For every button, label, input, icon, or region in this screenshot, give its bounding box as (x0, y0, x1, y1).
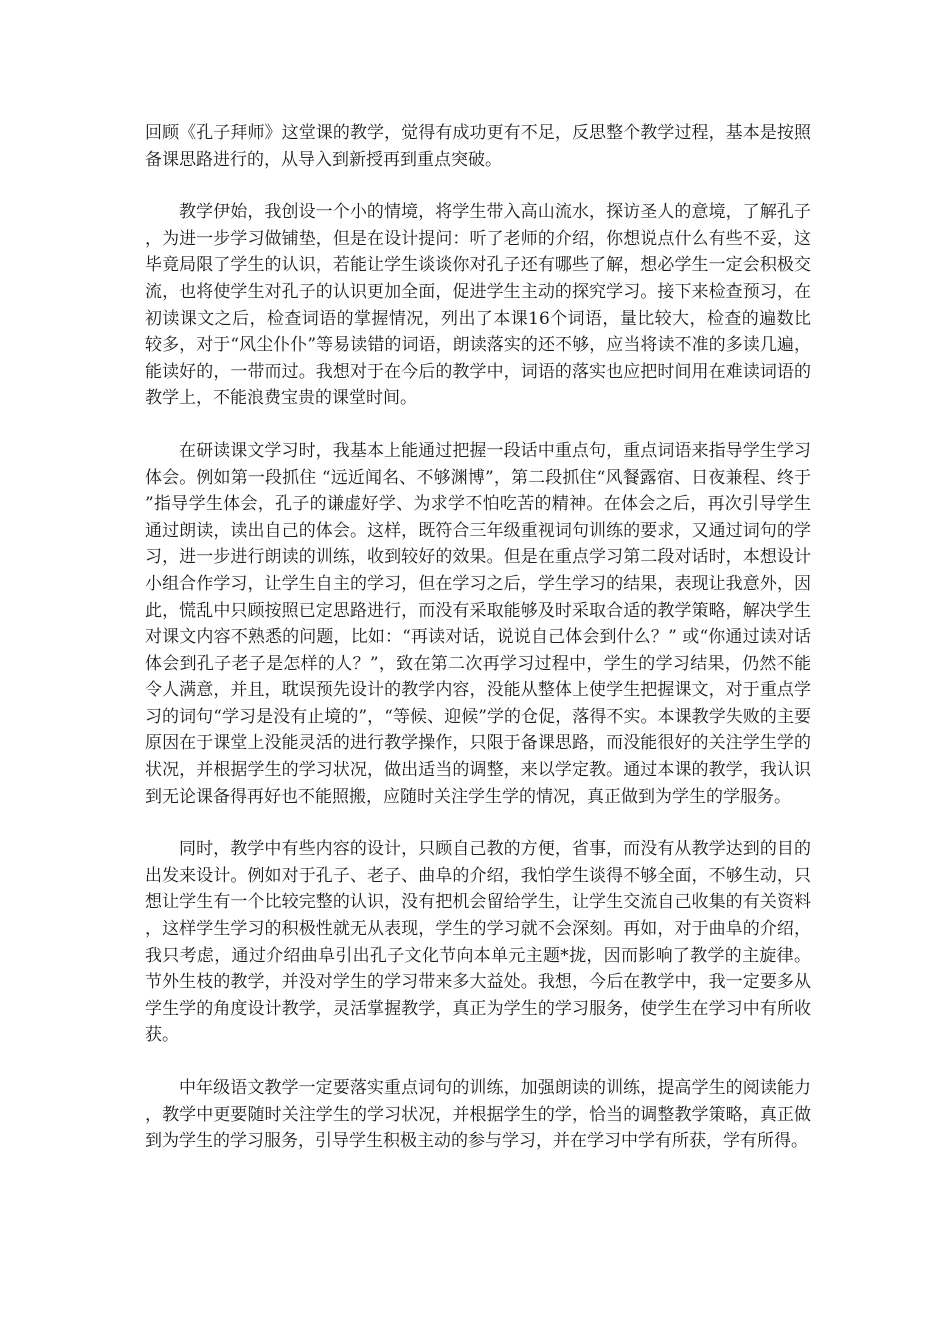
paragraph-5: 中年级语文教学一定要落实重点词句的训练，加强朗读的训练，提高学生的阅读能力，教学中更要随时关注学生的学习状况，并根据学生的学，恰当的调整教学策略，真正做到为学生的学习服务，引导学生积极主动的参与学习，并在学习中学有所获，学有所得。 (145, 1078, 811, 1152)
paragraph-3: 在研读课文学习时，我基本上能通过把握一段话中重点句，重点词语来指导学生学习体会。例如第一段抓住 “远近闻名、不够渊博”，第二段抓住“风餐露宿、日夜兼程、终于”指导学生体会，孔子的谦虚好学、为求学不怕吃苦的精神。在体会之后，再次引导学生通过朗读，读出自己的体会。这样，既符合三年级重视词句训练的要求，又通过词句的学习，进一步进行朗读的训练，收到较好的效果。但是在重点学习第二段对话时，本想设计小组合作学习，让学生自主的学习，但在学习之后，学生学习的结果，表现让我意外，因此，慌乱中只顾按照已定思路进行，而没有采取能够及时采取合适的教学策略，解决学生对课文内容不熟悉的问题，比如：“再读对话，说说自己体会到什么？” 或“你通过读对话体会到孔子老子是怎样的人？”，致在第二次再学习过程中，学生的学习结果，仍然不能令人满意，并且，耽误预先设计的教学内容，没能从整体上使学生把握课文，对于重点学习的词句“学习是没有止境的”，“等候、迎候”学的仓促，落得不实。本课教学失败的主要原因在于课堂上没能灵活的进行教学操作，只限于备课思路，而没能很好的关注学生学的状况，并根据学生的学习状况，做出适当的调整，来以学定教。通过本课的教学，我认识到无论课备得再好也不能照搬，应随时关注学生学的情况，真正做到为学生的学服务。 (145, 440, 811, 807)
paragraph-4: 同时，教学中有些内容的设计，只顾自己教的方便，省事，而没有从教学达到的目的出发来设计。例如对于孔子、老子、曲阜的介绍，我怕学生谈得不够全面，不够生动，只想让学生有一个比较完整的认识，没有把机会留给学生，让学生交流自己收集的有关资料，这样学生学习的积极性就无从表现，学生的学习就不会深刻。再如，对于曲阜的介绍，我只考虑，通过介绍曲阜引出孔子文化节向本单元主题*拢，因而影响了教学的主旋律。节外生枝的教学，并没对学生的学习带来多大益处。我想，今后在教学中，我一定要多从学生学的角度设计教学，灵活掌握教学，真正为学生的学习服务，使学生在学习中有所收获。 (145, 839, 811, 1046)
paragraph-2: 教学伊始，我创设一个小的情境，将学生带入高山流水，探访圣人的意境，了解孔子，为进一步学习做铺垫，但是在设计提问：听了老师的介绍，你想说点什么有些不妥，这毕竟局限了学生的认识，若能让学生谈谈你对孔子还有哪些了解，想必学生一定会积极交流，也将使学生对孔子的认识更加全面，促进学生主动的探究学习。接下来检查预习，在初读课文之后，检查词语的掌握情况，列出了本课16个词语，量比较大，检查的遍数比较多，对于“风尘仆仆”等易读错的词语，朗读落实的还不够，应当将读不准的多读几遍，能读好的，一带而过。我想对于在今后的教学中，词语的落实也应把时间用在难读词语的教学上，不能浪费宝贵的课堂时间。 (145, 202, 811, 409)
paragraph-1: 回顾《孔子拜师》这堂课的教学，觉得有成功更有不足，反思整个教学过程，基本是按照备课思路进行的，从导入到新授再到重点突破。 (145, 123, 811, 170)
document-body (145, 120, 811, 1181)
